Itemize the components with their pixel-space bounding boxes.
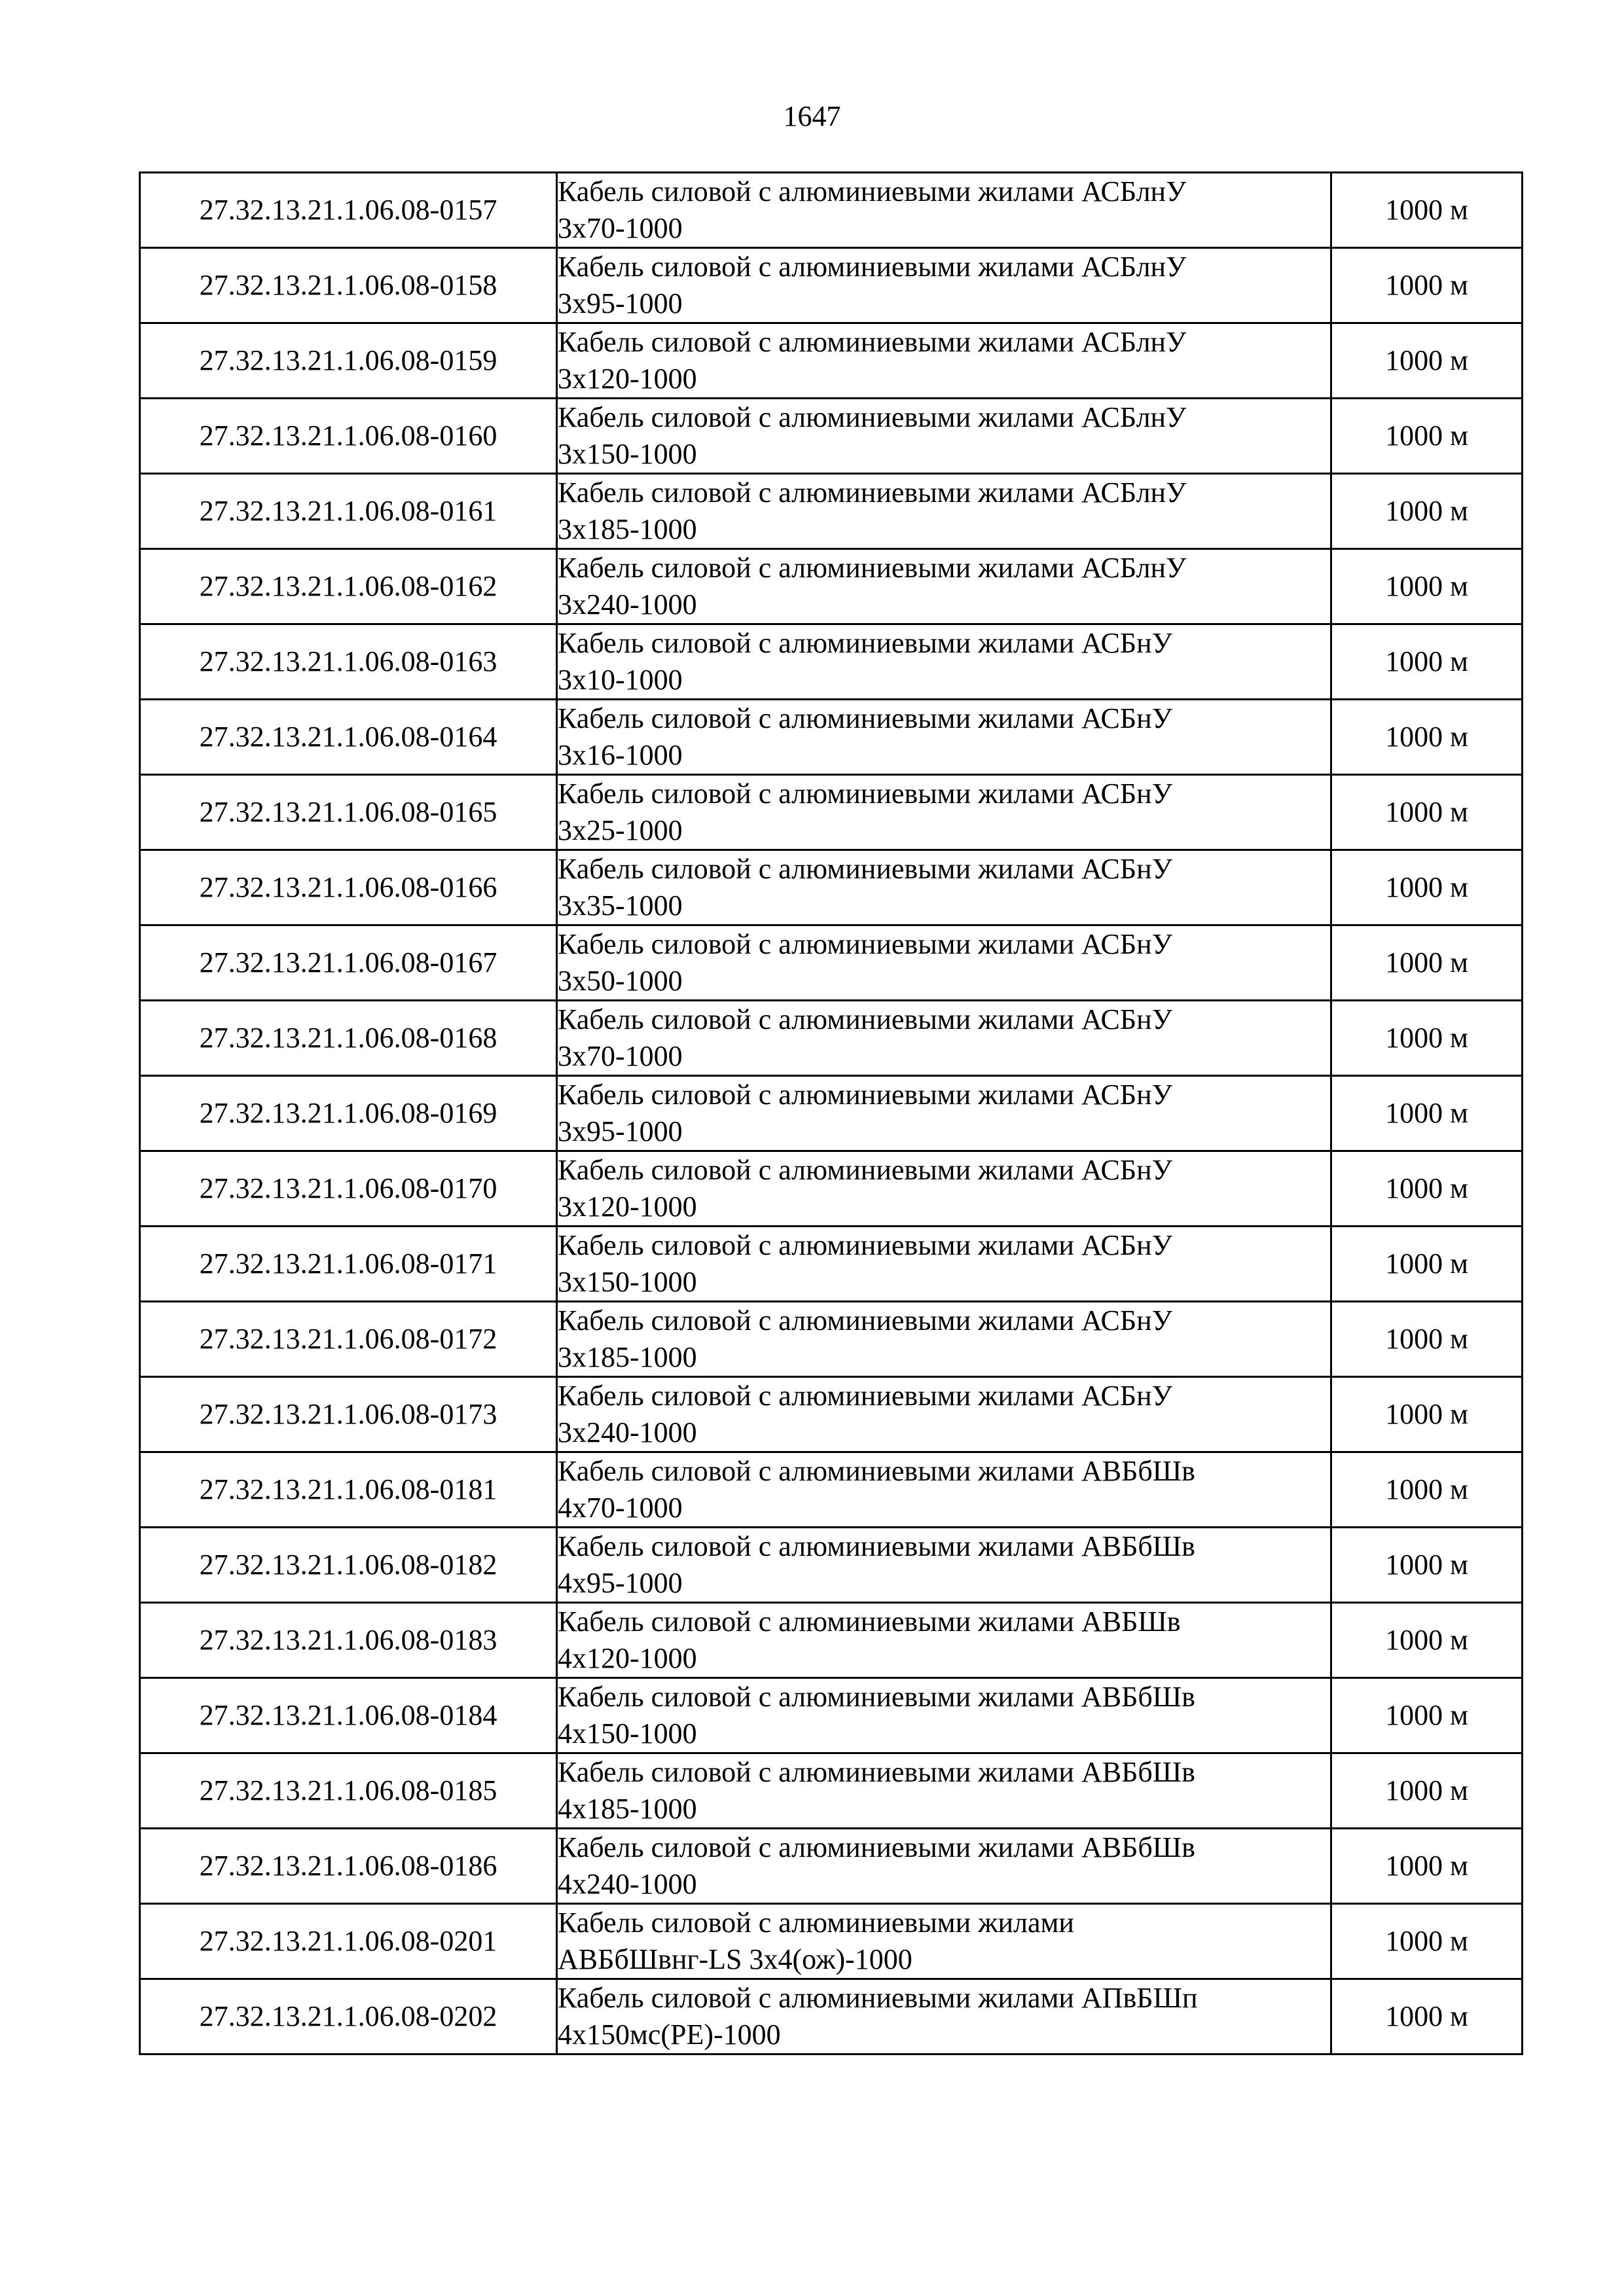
resource-name-line: Кабель силовой с алюминиевыми жилами АСБлнУ <box>558 476 1187 509</box>
resource-unit: 1000 м <box>1331 775 1523 850</box>
resource-name <box>557 1151 1331 1227</box>
table-row <box>140 1528 1523 1603</box>
resource-code: 27.32.13.21.1.06.08-0164 <box>140 700 557 775</box>
resource-name-line: Кабель силовой с алюминиевыми жилами АВБбШв <box>558 1455 1195 1487</box>
resource-unit: 1000 м <box>1331 549 1523 624</box>
resource-unit: 1000 м <box>1331 173 1523 248</box>
resource-code: 27.32.13.21.1.06.08-0171 <box>140 1227 557 1302</box>
resource-name-line: АВБбШвнг-LS 3х4(ож)-1000 <box>558 1943 912 1975</box>
resource-name <box>557 850 1331 925</box>
resource-name-line: Кабель силовой с алюминиевыми жилами АСБнУ <box>558 1154 1172 1186</box>
resource-name-line: 4х95-1000 <box>558 1567 683 1599</box>
table-row <box>140 1904 1523 1979</box>
resource-name-line: Кабель силовой с алюминиевыми жилами АСБнУ <box>558 1229 1172 1261</box>
resource-name-line: 3х240-1000 <box>558 1416 697 1448</box>
table-row <box>140 1678 1523 1753</box>
resource-code: 27.32.13.21.1.06.08-0183 <box>140 1603 557 1678</box>
resource-name <box>557 1377 1331 1452</box>
table-row <box>140 1753 1523 1829</box>
resource-name-line: 4х150-1000 <box>558 1717 697 1749</box>
resource-code: 27.32.13.21.1.06.08-0173 <box>140 1377 557 1452</box>
resource-name <box>557 775 1331 850</box>
resource-unit: 1000 м <box>1331 925 1523 1001</box>
resource-code: 27.32.13.21.1.06.08-0157 <box>140 173 557 248</box>
resource-unit: 1000 м <box>1331 1753 1523 1829</box>
resource-name <box>557 1829 1331 1904</box>
resource-name-line: 3х120-1000 <box>558 363 697 395</box>
table-row <box>140 775 1523 850</box>
resource-name <box>557 925 1331 1001</box>
resource-name <box>557 1753 1331 1829</box>
resource-name-line: Кабель силовой с алюминиевыми жилами АСБлнУ <box>558 552 1187 584</box>
resource-name-line: 3х70-1000 <box>558 212 683 244</box>
resource-name-line: Кабель силовой с алюминиевыми жилами АВБбШв <box>558 1681 1195 1713</box>
resource-name-line: 3х240-1000 <box>558 588 697 620</box>
table-row <box>140 399 1523 474</box>
resource-name-line: Кабель силовой с алюминиевыми жилами АВБШв <box>558 1605 1181 1638</box>
resource-name-line: 4х150мс(PE)-1000 <box>558 2018 781 2051</box>
table-row <box>140 700 1523 775</box>
resource-name <box>557 549 1331 624</box>
resource-name-line: 3х10-1000 <box>558 664 683 696</box>
table-row <box>140 1076 1523 1151</box>
resource-unit: 1000 м <box>1331 1302 1523 1377</box>
table-row <box>140 248 1523 323</box>
resource-code: 27.32.13.21.1.06.08-0158 <box>140 248 557 323</box>
resource-unit: 1000 м <box>1331 1151 1523 1227</box>
resource-code: 27.32.13.21.1.06.08-0170 <box>140 1151 557 1227</box>
resource-unit: 1000 м <box>1331 1377 1523 1452</box>
table-row <box>140 1979 1523 2054</box>
resource-name-line: 3х150-1000 <box>558 1266 697 1298</box>
table-row <box>140 1001 1523 1076</box>
resource-code: 27.32.13.21.1.06.08-0202 <box>140 1979 557 2054</box>
resource-code: 27.32.13.21.1.06.08-0186 <box>140 1829 557 1904</box>
resource-unit: 1000 м <box>1331 1001 1523 1076</box>
resource-name <box>557 1528 1331 1603</box>
resource-name-line: Кабель силовой с алюминиевыми жилами АВБбШв <box>558 1831 1195 1863</box>
table-row <box>140 173 1523 248</box>
resource-unit: 1000 м <box>1331 248 1523 323</box>
table-row <box>140 1377 1523 1452</box>
resource-name <box>557 399 1331 474</box>
resource-unit: 1000 м <box>1331 1076 1523 1151</box>
resource-name-line: Кабель силовой с алюминиевыми жилами АСБнУ <box>558 1380 1172 1412</box>
table-row <box>140 624 1523 700</box>
resource-name-line: Кабель силовой с алюминиевыми жилами АСБнУ <box>558 778 1172 810</box>
resource-name <box>557 1227 1331 1302</box>
resource-unit: 1000 м <box>1331 1829 1523 1904</box>
table-row <box>140 1603 1523 1678</box>
resource-name-line: Кабель силовой с алюминиевыми жилами АСБнУ <box>558 853 1172 885</box>
resource-unit: 1000 м <box>1331 1452 1523 1528</box>
resource-unit: 1000 м <box>1331 399 1523 474</box>
resource-name <box>557 700 1331 775</box>
table-row <box>140 925 1523 1001</box>
resource-name-line: 4х70-1000 <box>558 1492 683 1524</box>
resource-name-line: Кабель силовой с алюминиевыми жилами АСБнУ <box>558 1003 1172 1035</box>
resource-name-line: Кабель силовой с алюминиевыми жилами АСБнУ <box>558 702 1172 734</box>
resource-name-line: Кабель силовой с алюминиевыми жилами <box>558 1907 1074 1939</box>
resource-name <box>557 323 1331 399</box>
resource-code: 27.32.13.21.1.06.08-0182 <box>140 1528 557 1603</box>
resource-code: 27.32.13.21.1.06.08-0161 <box>140 474 557 549</box>
resource-code: 27.32.13.21.1.06.08-0165 <box>140 775 557 850</box>
table-row <box>140 549 1523 624</box>
resource-name-line: 4х185-1000 <box>558 1793 697 1825</box>
resource-code: 27.32.13.21.1.06.08-0169 <box>140 1076 557 1151</box>
resource-name-line: 4х120-1000 <box>558 1642 697 1674</box>
resource-name-line: Кабель силовой с алюминиевыми жилами АСБлнУ <box>558 175 1187 207</box>
resource-code: 27.32.13.21.1.06.08-0185 <box>140 1753 557 1829</box>
resource-name-line: Кабель силовой с алюминиевыми жилами АСБнУ <box>558 1079 1172 1111</box>
resource-name-line: 3х95-1000 <box>558 287 683 319</box>
resource-unit: 1000 м <box>1331 1227 1523 1302</box>
resource-code: 27.32.13.21.1.06.08-0162 <box>140 549 557 624</box>
table-row <box>140 1227 1523 1302</box>
resource-name-line: 3х120-1000 <box>558 1191 697 1223</box>
resource-name-line: 3х185-1000 <box>558 1341 697 1373</box>
resource-name <box>557 1302 1331 1377</box>
resource-code: 27.32.13.21.1.06.08-0201 <box>140 1904 557 1979</box>
table-row <box>140 1452 1523 1528</box>
resource-unit: 1000 м <box>1331 700 1523 775</box>
table-row <box>140 1302 1523 1377</box>
resource-name-line: 3х50-1000 <box>558 965 683 997</box>
resource-unit: 1000 м <box>1331 850 1523 925</box>
resource-code: 27.32.13.21.1.06.08-0167 <box>140 925 557 1001</box>
resource-unit: 1000 м <box>1331 1603 1523 1678</box>
resource-unit: 1000 м <box>1331 323 1523 399</box>
resource-name <box>557 1076 1331 1151</box>
resource-code: 27.32.13.21.1.06.08-0184 <box>140 1678 557 1753</box>
resource-code: 27.32.13.21.1.06.08-0166 <box>140 850 557 925</box>
resource-name-line: Кабель силовой с алюминиевыми жилами АВБбШв <box>558 1756 1195 1788</box>
resource-name-line: 3х185-1000 <box>558 513 697 545</box>
resource-name <box>557 173 1331 248</box>
table-row <box>140 474 1523 549</box>
resource-name <box>557 1603 1331 1678</box>
resource-name-line: 3х16-1000 <box>558 739 683 771</box>
table-row <box>140 850 1523 925</box>
resource-name <box>557 1678 1331 1753</box>
resource-name-line: 3х35-1000 <box>558 889 683 922</box>
resource-code: 27.32.13.21.1.06.08-0160 <box>140 399 557 474</box>
table-row <box>140 323 1523 399</box>
resource-name <box>557 1452 1331 1528</box>
resource-name-line: Кабель силовой с алюминиевыми жилами АСБнУ <box>558 928 1172 960</box>
resource-name-line: Кабель силовой с алюминиевыми жилами АПвБШп <box>558 1982 1198 2014</box>
resource-code: 27.32.13.21.1.06.08-0168 <box>140 1001 557 1076</box>
resource-name-line: 3х150-1000 <box>558 438 697 470</box>
resource-unit: 1000 м <box>1331 1979 1523 2054</box>
resource-unit: 1000 м <box>1331 1528 1523 1603</box>
resource-name <box>557 1001 1331 1076</box>
resource-name <box>557 248 1331 323</box>
resource-name-line: Кабель силовой с алюминиевыми жилами АСБлнУ <box>558 401 1187 433</box>
resource-unit: 1000 м <box>1331 1678 1523 1753</box>
resource-code: 27.32.13.21.1.06.08-0172 <box>140 1302 557 1377</box>
resource-name <box>557 1979 1331 2054</box>
resource-name-line: 3х70-1000 <box>558 1040 683 1072</box>
resource-name-line: Кабель силовой с алюминиевыми жилами АСБнУ <box>558 627 1172 659</box>
resource-table <box>139 171 1523 2055</box>
resource-name <box>557 624 1331 700</box>
resource-name-line: 3х25-1000 <box>558 814 683 846</box>
resource-name-line: Кабель силовой с алюминиевыми жилами АСБлнУ <box>558 251 1187 283</box>
resource-name-line: 3х95-1000 <box>558 1115 683 1147</box>
resource-name-line: Кабель силовой с алюминиевыми жилами АСБлнУ <box>558 326 1187 358</box>
page-number: 1647 <box>783 100 841 132</box>
resource-unit: 1000 м <box>1331 624 1523 700</box>
resource-code: 27.32.13.21.1.06.08-0181 <box>140 1452 557 1528</box>
resource-code: 27.32.13.21.1.06.08-0159 <box>140 323 557 399</box>
resource-code: 27.32.13.21.1.06.08-0163 <box>140 624 557 700</box>
table-row <box>140 1829 1523 1904</box>
resource-name <box>557 474 1331 549</box>
table-row <box>140 1151 1523 1227</box>
resource-name-line: Кабель силовой с алюминиевыми жилами АВБбШв <box>558 1530 1195 1562</box>
resource-unit: 1000 м <box>1331 474 1523 549</box>
resource-name-line: Кабель силовой с алюминиевыми жилами АСБнУ <box>558 1304 1172 1336</box>
resource-name-line: 4х240-1000 <box>558 1868 697 1900</box>
resource-name <box>557 1904 1331 1979</box>
resource-unit: 1000 м <box>1331 1904 1523 1979</box>
